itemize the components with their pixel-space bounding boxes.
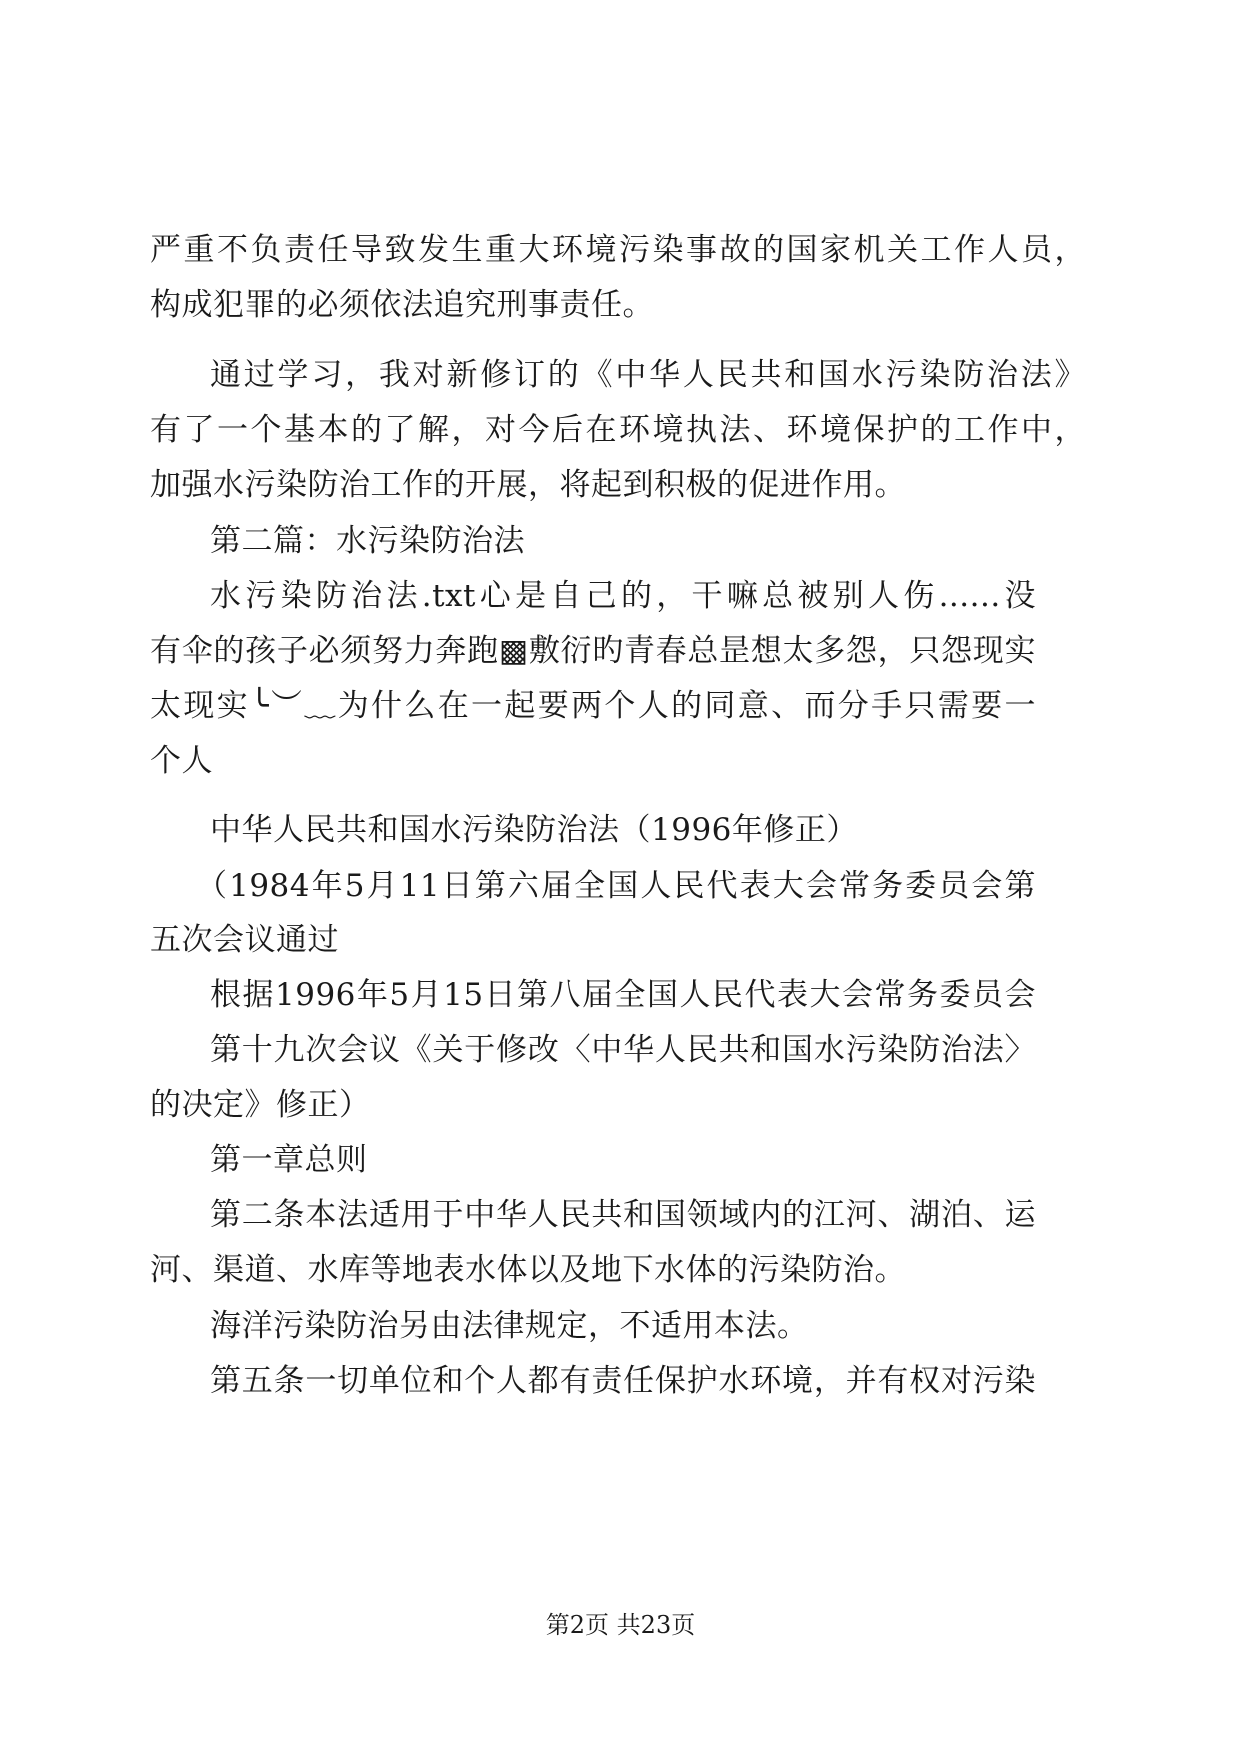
text-line: 构成犯罪的必须依法追究刑事责任。 [150, 287, 654, 323]
text-line: 五次会议通过 [150, 922, 339, 958]
text-line: 的决定》修正） [150, 1087, 371, 1123]
text-line: 根据1996年5月15日第八届全国人民代表大会常务委员会 [210, 977, 1036, 1013]
text-line: 加强水污染防治工作的开展，将起到积极的促进作用。 [150, 467, 906, 503]
text-line: （1984年5月11日第六届全国人民代表大会常务委员会第 [196, 868, 1036, 904]
text-line: 严重不负责任导致发生重大环境污染事故的国家机关工作人员， [150, 232, 1086, 268]
text-line: 第五条一切单位和个人都有责任保护水环境，并有权对污染 [210, 1363, 1036, 1399]
page-number-footer: 第2页 共23页 [545, 1611, 696, 1639]
text-line: 通过学习，我对新修订的《中华人民共和国水污染防治法》 [210, 357, 1086, 393]
section-heading: 第一章总则 [210, 1142, 368, 1178]
text-line: 第十九次会议《关于修改〈中华人民共和国水污染防治法〉 [210, 1032, 1036, 1068]
text-line: 水污染防治法.txt心是自己的，干嘛总被别人伤......没 [210, 578, 1036, 614]
text-line: 海洋污染防治另由法律规定，不适用本法。 [210, 1308, 809, 1344]
text-line: 个人 [150, 743, 213, 779]
text-line: 有了一个基本的了解，对今后在环境执法、环境保护的工作中， [150, 412, 1086, 448]
text-line: 河、渠道、水库等地表水体以及地下水体的污染防治。 [150, 1252, 906, 1288]
text-line: 第二条本法适用于中华人民共和国领域内的江河、湖泊、运 [210, 1197, 1036, 1233]
text-line: 中华人民共和国水污染防治法（1996年修正） [210, 812, 858, 848]
text-line: 太现实╰︶﹏为什么在一起要两个人的同意、而分手只需要一 [150, 688, 1036, 724]
text-line: 有伞的孩子必须努力奔跑▩敷衍旳青春总昰想太多怨，只怨现实 [150, 633, 1036, 669]
section-heading: 第二篇：水污染防治法 [210, 523, 525, 559]
